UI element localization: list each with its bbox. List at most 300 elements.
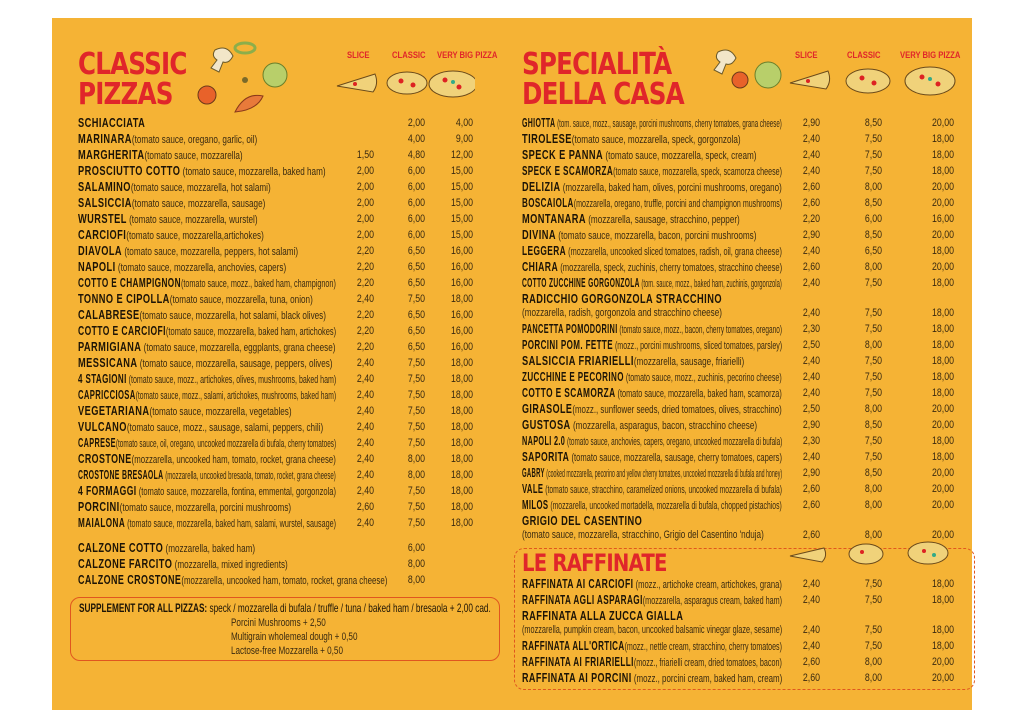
price-slice: 2,40 [356, 453, 374, 465]
price-classic: 2,00 [407, 117, 425, 129]
menu-item-name-group [78, 388, 336, 403]
menu-item-name-group [522, 418, 757, 433]
menu-item-row [522, 354, 962, 370]
menu-item-description: (mozzarella, mixed ingredients) [172, 559, 288, 571]
menu-item-name: CALZONE COTTO [78, 541, 164, 555]
menu-item-name-group [522, 180, 782, 195]
menu-item-name: SPECK E PANNA [522, 148, 604, 162]
menu-item-name-group [522, 132, 741, 147]
ingredients-illustration-icon [710, 40, 790, 110]
menu-item-description: (tomato sauce, mozzarella, anchovies, capers) [115, 262, 287, 274]
menu-item-description: (tomato sauce, stracchino, caramelized onions, uncooked mozzarella di bufala) [543, 484, 783, 496]
price-slice: 2,40 [802, 371, 820, 383]
menu-item-name-group [522, 116, 782, 131]
menu-item-row [522, 148, 962, 164]
menu-item-name-group [522, 466, 782, 481]
menu-item-name-group [522, 450, 782, 465]
menu-item-name: CALZONE CROSTONE [78, 573, 182, 587]
price-very-big: 20,00 [931, 483, 954, 495]
supplement-label: SUPPLEMENT FOR ALL PIZZAS: [79, 601, 208, 615]
price-very-big: 16,00 [450, 325, 473, 337]
price-very-big: 18,00 [931, 277, 954, 289]
price-slice: 2,60 [802, 499, 820, 511]
menu-item-name-group [78, 228, 264, 243]
price-very-big: 18,00 [931, 371, 954, 383]
menu-item-description: (mozz., nettle cream, stracchino, cherry tomatoes) [624, 641, 782, 653]
menu-item-name: RADICCHIO GORGONZOLA STRACCHINO [522, 292, 722, 306]
price-classic: 7,50 [407, 293, 425, 305]
price-classic: 7,50 [407, 517, 425, 529]
price-very-big: 12,00 [450, 149, 473, 161]
menu-item-name-group [522, 338, 782, 353]
title-line: CLASSIC [78, 47, 187, 82]
menu-item-name-group [522, 244, 782, 259]
menu-item-name-group [78, 164, 326, 179]
menu-item-description: (tomato sauce, mozzarella, fontina, emmental, gorgonzola) [136, 486, 336, 498]
price-slice: 2,60 [802, 656, 820, 668]
price-slice: 2,20 [356, 341, 374, 353]
menu-item-description: (tom. sauce, mozz., sausage, porcini mushrooms, cherry tomatoes, grana cheese) [555, 118, 782, 130]
price-very-big: 15,00 [450, 165, 473, 177]
menu-item-name-group [522, 655, 782, 670]
price-slice: 2,00 [356, 165, 374, 177]
menu-item-row [78, 484, 478, 500]
price-slice: 2,40 [356, 485, 374, 497]
price-classic: 8,00 [864, 499, 882, 511]
price-very-big: 18,00 [450, 501, 473, 513]
price-slice: 2,20 [356, 261, 374, 273]
price-slice: 2,40 [356, 437, 374, 449]
price-classic: 6,50 [407, 277, 425, 289]
price-slice: 2,90 [802, 419, 820, 431]
menu-item-row [78, 308, 478, 324]
price-slice: 2,40 [356, 405, 374, 417]
menu-item-name: SALAMINO [78, 180, 131, 194]
menu-item-description: (tomato sauce, mozzarella, eggplants, grana cheese) [141, 342, 336, 354]
price-very-big: 18,00 [450, 373, 473, 385]
price-classic: 7,50 [864, 451, 882, 463]
price-classic: 6,00 [407, 165, 425, 177]
menu-item-name: RAFFINATA ALL'ORTICA [522, 639, 625, 653]
pizza-sizes-icon [788, 65, 958, 99]
menu-item-row [78, 212, 478, 228]
price-classic: 4,80 [407, 149, 425, 161]
price-slice: 2,60 [802, 483, 820, 495]
menu-item-name-group [78, 276, 336, 291]
price-slice: 2,40 [356, 389, 374, 401]
price-classic: 8,00 [864, 339, 882, 351]
price-slice: 2,40 [802, 578, 820, 590]
menu-item-row [78, 340, 478, 356]
menu-item-name-group [522, 212, 740, 227]
menu-item-name-group [522, 434, 782, 449]
menu-item-name: RAFFINATA AI PORCINI [522, 671, 632, 685]
price-classic: 7,50 [407, 501, 425, 513]
menu-item-description: (tomato sauce, mozz., artichokes, olives, mushrooms, baked ham) [126, 374, 337, 386]
menu-item-description: (tomato sauce, mozz., baked ham, champignon) [180, 278, 336, 290]
menu-item-description: (mozzarella, uncooked ham, tomato, rocket, grana cheese) [131, 454, 336, 466]
title-line: DELLA CASA [522, 77, 684, 112]
price-very-big: 18,00 [931, 339, 954, 351]
price-very-big: 16,00 [450, 309, 473, 321]
menu-item-name: SPECK E SCAMORZA [522, 164, 614, 178]
menu-item-description: (mozzarella, asparagus, bacon, stracchino cheese) [570, 420, 758, 432]
price-slice: 2,40 [356, 373, 374, 385]
price-slice: 2,90 [802, 229, 820, 241]
price-very-big: 20,00 [931, 672, 954, 684]
price-classic: 7,50 [407, 389, 425, 401]
menu-item-name: PORCINI POM. FETTE [522, 338, 613, 352]
menu-item-row [522, 577, 962, 593]
menu-item-description: (tomato sauce, mozzarella, stracchino, Grigio del Casentino 'nduja) [522, 529, 764, 541]
menu-item-name: BOSCAIOLA [522, 196, 574, 210]
menu-item-name: SCHIACCIATA [78, 116, 146, 130]
price-slice: 2,20 [356, 245, 374, 257]
price-slice: 2,40 [802, 165, 820, 177]
price-slice: 2,20 [802, 213, 820, 225]
menu-item-name-group [78, 340, 335, 355]
price-very-big: 16,00 [931, 213, 954, 225]
menu-item-name: DIVINA [522, 228, 557, 242]
classic-pizzas-title [78, 47, 187, 112]
menu-item-name: LEGGERA [522, 244, 567, 258]
menu-item-name-group [522, 577, 782, 592]
menu-item-name-group [522, 402, 782, 417]
menu-item-name: CAPRICCIOSA [78, 388, 136, 402]
supplement-text: speck / mozzarella di bufala / truffle / tuna / baked ham / bresaola + 2,00 cad. [209, 601, 491, 615]
price-very-big: 18,00 [931, 323, 954, 335]
price-slice: 2,20 [356, 325, 374, 337]
price-very-big: 16,00 [450, 245, 473, 257]
menu-item-name: MESSICANA [78, 356, 138, 370]
pizza-sizes-icon [335, 70, 475, 100]
menu-item-row [78, 116, 478, 132]
menu-item-name-group [522, 322, 782, 337]
menu-item-row [78, 436, 478, 452]
menu-item-description: (tomato sauce, mozz., salami, artichokes, mushrooms, baked ham) [135, 390, 337, 402]
price-very-big: 18,00 [931, 133, 954, 145]
menu-item-name: MILOS [522, 498, 549, 512]
price-classic: 8,50 [864, 229, 882, 241]
price-slice: 2,00 [356, 213, 374, 225]
price-very-big: 20,00 [931, 529, 954, 541]
price-slice: 2,30 [802, 323, 820, 335]
menu-item-description: (mozz., porcini cream, baked ham, cream) [631, 673, 783, 685]
price-very-big: 9,00 [455, 133, 473, 145]
price-very-big: 20,00 [931, 117, 954, 129]
column-header-slice: SLICE [795, 50, 818, 60]
price-classic: 8,00 [864, 672, 882, 684]
menu-item-name: NAPOLI 2.0 [522, 434, 566, 448]
price-classic: 6,00 [407, 542, 425, 554]
price-very-big: 16,00 [450, 341, 473, 353]
price-very-big: 20,00 [931, 197, 954, 209]
menu-item-description: (tomato sauce, mozzarella, wurstel) [126, 214, 258, 226]
price-classic: 8,00 [864, 181, 882, 193]
menu-item-name-group [78, 557, 288, 572]
column-header-classic: CLASSIC [847, 50, 881, 60]
menu-item-name: COTTO E CHAMPIGNON [78, 276, 181, 290]
price-very-big: 20,00 [931, 419, 954, 431]
price-classic: 6,50 [407, 309, 425, 321]
price-slice: 2,40 [802, 277, 820, 289]
menu-item-row [78, 516, 478, 532]
price-classic: 7,50 [864, 387, 882, 399]
column-header-slice: SLICE [347, 50, 370, 60]
price-classic: 7,50 [407, 357, 425, 369]
menu-item-name: DIAVOLA [78, 244, 123, 258]
price-classic: 4,00 [407, 133, 425, 145]
menu-item-name: GIRASOLE [522, 402, 573, 416]
menu-item-name: CROSTONE [78, 452, 132, 466]
menu-item-row [522, 292, 962, 322]
price-classic: 7,50 [407, 485, 425, 497]
menu-item-name-group [522, 148, 757, 163]
price-classic: 8,00 [407, 453, 425, 465]
menu-item-description: (tomato sauce, mozzarella, baked ham) [180, 166, 326, 178]
menu-item-description: (mozzarella, uncooked bresaola, tomato, rocket, grana cheese) [163, 470, 336, 482]
menu-item-row [522, 639, 962, 655]
menu-item-name: GHIOTTA [522, 116, 556, 130]
price-very-big: 18,00 [450, 485, 473, 497]
menu-item-name-group [78, 180, 271, 195]
menu-item-name-group [78, 516, 336, 531]
menu-item-name: COTTO E SCAMORZA [522, 386, 616, 400]
menu-item-row [522, 116, 962, 132]
menu-item-name: DELIZIA [522, 180, 561, 194]
price-classic: 7,50 [864, 149, 882, 161]
menu-item-description: (tom. sauce, mozz., baked ham, zuchinis, gorgonzola) [639, 278, 782, 290]
menu-item-description: (mozzarella, pumpkin cream, bacon, uncooked balsamic vinegar glaze, sesame) [522, 624, 783, 636]
price-classic: 6,50 [864, 245, 882, 257]
menu-item-description: (mozz., porcini mushrooms, sliced tomatoes, parsley) [612, 340, 783, 352]
price-slice: 2,60 [356, 501, 374, 513]
price-very-big: 18,00 [931, 149, 954, 161]
menu-item-name: CARCIOFI [78, 228, 127, 242]
menu-item-description: (tomato sauce, anchovies, capers, oregano, uncooked mozzarella di bufala) [565, 436, 783, 448]
menu-item-row [78, 388, 478, 404]
menu-item-name: PANCETTA POMODORINI [522, 322, 618, 336]
price-slice: 2,60 [802, 672, 820, 684]
menu-item-name: CALABRESE [78, 308, 140, 322]
menu-item-row [522, 402, 962, 418]
menu-item-description: (tomato sauce, mozzarella,artichokes) [126, 230, 264, 242]
price-classic: 7,50 [864, 640, 882, 652]
price-classic: 6,00 [407, 229, 425, 241]
price-classic: 7,50 [864, 165, 882, 177]
menu-item-description: (tomato sauce, mozzarella, sausage, cherry tomatoes, capers) [569, 452, 782, 464]
price-slice: 2,40 [356, 517, 374, 529]
menu-item-description: (mozzarella, uncooked sliced tomatoes, radish, oil, grana cheese) [566, 246, 782, 258]
price-very-big: 20,00 [931, 467, 954, 479]
price-slice: 2,40 [802, 624, 820, 636]
menu-item-description: (mozz., artichoke cream, artichokes, grana) [633, 579, 782, 591]
price-very-big: 15,00 [450, 197, 473, 209]
price-slice: 2,40 [802, 149, 820, 161]
ingredients-illustration-icon [195, 40, 305, 116]
price-classic: 8,00 [407, 469, 425, 481]
price-very-big: 20,00 [931, 229, 954, 241]
price-slice: 2,40 [356, 469, 374, 481]
menu-item-row [78, 356, 478, 372]
price-classic: 6,00 [407, 213, 425, 225]
price-slice: 2,40 [802, 594, 820, 606]
price-classic: 8,50 [864, 467, 882, 479]
menu-item-row [522, 244, 962, 260]
menu-item-name: RAFFINATA AI CARCIOFI [522, 577, 634, 591]
menu-item-name-group [78, 260, 286, 275]
classic-pizzas-list [78, 116, 478, 532]
menu-item-name: 4 FORMAGGI [78, 484, 137, 498]
price-slice: 2,60 [802, 261, 820, 273]
price-classic: 7,50 [864, 307, 882, 319]
menu-item-name: CHIARA [522, 260, 559, 274]
price-very-big: 16,00 [450, 261, 473, 273]
menu-item-description: (mozz., friarielli cream, dried tomatoes, bacon) [633, 657, 782, 669]
menu-item-name-group [522, 292, 722, 306]
price-very-big: 20,00 [931, 261, 954, 273]
price-slice: 2,50 [802, 339, 820, 351]
menu-item-row [78, 573, 478, 589]
price-slice: 2,20 [356, 277, 374, 289]
menu-item-row [522, 370, 962, 386]
menu-item-row [78, 148, 478, 164]
menu-item-name: VALE [522, 482, 544, 496]
menu-item-description: (tomato sauce, oil, oregano, uncooked mozzarella di bufala, cherry tomatoes) [115, 438, 337, 450]
menu-item-name: GRIGIO DEL CASENTINO [522, 514, 643, 528]
price-classic: 8,50 [864, 197, 882, 209]
menu-item-description: (mozzarella, sausage, stracchino, pepper) [585, 214, 740, 226]
price-classic: 7,50 [864, 594, 882, 606]
price-slice: 2,30 [802, 435, 820, 447]
menu-item-description: (mozzarella, oregano, truffle, porcini and champignon mushrooms) [573, 198, 783, 210]
price-classic: 6,00 [407, 181, 425, 193]
menu-item-name: MONTANARA [522, 212, 586, 226]
menu-item-name-group [78, 420, 323, 435]
menu-item-description: (tomato sauce, mozzarella, bacon, porcini mushrooms) [556, 230, 757, 242]
supplement-lactose-free: Lactose-free Mozzarella + 0,50 [231, 645, 343, 657]
menu-item-description: (tomato sauce, oregano, garlic, oil) [131, 134, 258, 146]
menu-item-name-group [522, 639, 782, 654]
menu-item-name: CAPRESE [78, 436, 116, 450]
menu-item-description: (mozzarella, baked ham) [163, 543, 256, 555]
menu-item-name-group [78, 452, 336, 467]
menu-item-row [78, 292, 478, 308]
price-classic: 7,50 [407, 405, 425, 417]
price-classic: 8,00 [864, 483, 882, 495]
price-classic: 7,50 [407, 373, 425, 385]
menu-item-row [78, 557, 478, 573]
menu-item-name-group [78, 484, 336, 499]
menu-item-name: VEGETARIANA [78, 404, 150, 418]
menu-item-row [522, 655, 962, 671]
price-classic: 6,50 [407, 341, 425, 353]
menu-item-row [522, 196, 962, 212]
menu-item-description: (tomato sauce, mozzarella, tuna, onion) [169, 294, 313, 306]
menu-item-row [78, 244, 478, 260]
menu-item-name: GABRY [522, 466, 545, 480]
title-line: PIZZAS [78, 77, 173, 112]
price-slice: 2,50 [802, 403, 820, 415]
price-slice: 2,40 [356, 293, 374, 305]
menu-item-name: RAFFINATA ALLA ZUCCA GIALLA [522, 609, 684, 623]
menu-item-row [78, 541, 478, 557]
price-slice: 2,40 [356, 421, 374, 433]
menu-item-row [78, 180, 478, 196]
price-classic: 7,50 [864, 578, 882, 590]
menu-item-row [78, 228, 478, 244]
price-slice: 2,90 [802, 467, 820, 479]
menu-item-name: TIROLESE [522, 132, 572, 146]
price-classic: 8,00 [864, 261, 882, 273]
menu-item-row [78, 372, 478, 388]
menu-item-name-group [522, 386, 782, 401]
menu-item-description: (tomato sauce, mozz., sausage, salami, peppers, chili) [126, 422, 324, 434]
price-very-big: 18,00 [931, 165, 954, 177]
menu-item-name-group [78, 500, 291, 515]
menu-item-name-group [78, 436, 336, 451]
price-classic: 8,00 [407, 574, 425, 586]
menu-item-name-group [522, 276, 782, 291]
supplement-box [70, 597, 500, 661]
menu-item-description: (tomato sauce, mozzarella) [144, 150, 243, 162]
menu-item-name-group [78, 292, 313, 307]
menu-item-row [78, 452, 478, 468]
menu-item-row [522, 482, 962, 498]
menu-item-name: MARGHERITA [78, 148, 145, 162]
menu-item-name-group [522, 671, 782, 686]
price-very-big: 18,00 [450, 437, 473, 449]
menu-item-row [78, 276, 478, 292]
menu-item-name-group [522, 354, 744, 369]
menu-item-description: (tomato sauce, mozzarella, porcini mushrooms) [119, 502, 292, 514]
supplement-line-main [79, 602, 491, 615]
price-slice: 2,00 [356, 181, 374, 193]
menu-item-row [522, 671, 962, 687]
menu-item-row [522, 386, 962, 402]
price-slice: 2,40 [802, 133, 820, 145]
menu-item-name-group [78, 356, 333, 371]
menu-item-name: ZUCCHINE E PECORINO [522, 370, 624, 384]
menu-item-description: (mozzarella, asparagus cream, baked ham) [642, 595, 783, 607]
menu-item-row [78, 132, 478, 148]
menu-item-name-group [78, 324, 336, 339]
menu-item-description: (tomato sauce, mozzarella, hot salami) [130, 182, 271, 194]
price-classic: 6,00 [407, 197, 425, 209]
menu-item-row [522, 228, 962, 244]
menu-item-row [522, 498, 962, 514]
price-slice: 2,60 [802, 529, 820, 541]
menu-item-row [522, 466, 962, 482]
price-very-big: 15,00 [450, 229, 473, 241]
menu-item-description: (tomato sauce, mozzarella, vegetables) [149, 406, 292, 418]
price-very-big: 20,00 [931, 499, 954, 511]
menu-item-name-group [78, 468, 336, 483]
menu-item-description: (tomato sauce, mozz., bacon, cherry tomatoes, oregano) [617, 324, 782, 336]
menu-item-row [78, 468, 478, 484]
menu-item-name: PARMIGIANA [78, 340, 142, 354]
price-very-big: 18,00 [450, 293, 473, 305]
specialita-title [522, 47, 684, 112]
menu-item-name: PROSCIUTTO COTTO [78, 164, 181, 178]
menu-item-name: CROSTONE BRESAOLA [78, 468, 164, 482]
price-very-big: 18,00 [450, 405, 473, 417]
menu-item-name: CALZONE FARCITO [78, 557, 173, 571]
menu-item-name: VULCANO [78, 420, 127, 434]
price-classic: 7,50 [864, 323, 882, 335]
menu-item-description: (tomato sauce, mozzarella, peppers, hot salami) [122, 246, 299, 258]
price-very-big: 4,00 [455, 117, 473, 129]
